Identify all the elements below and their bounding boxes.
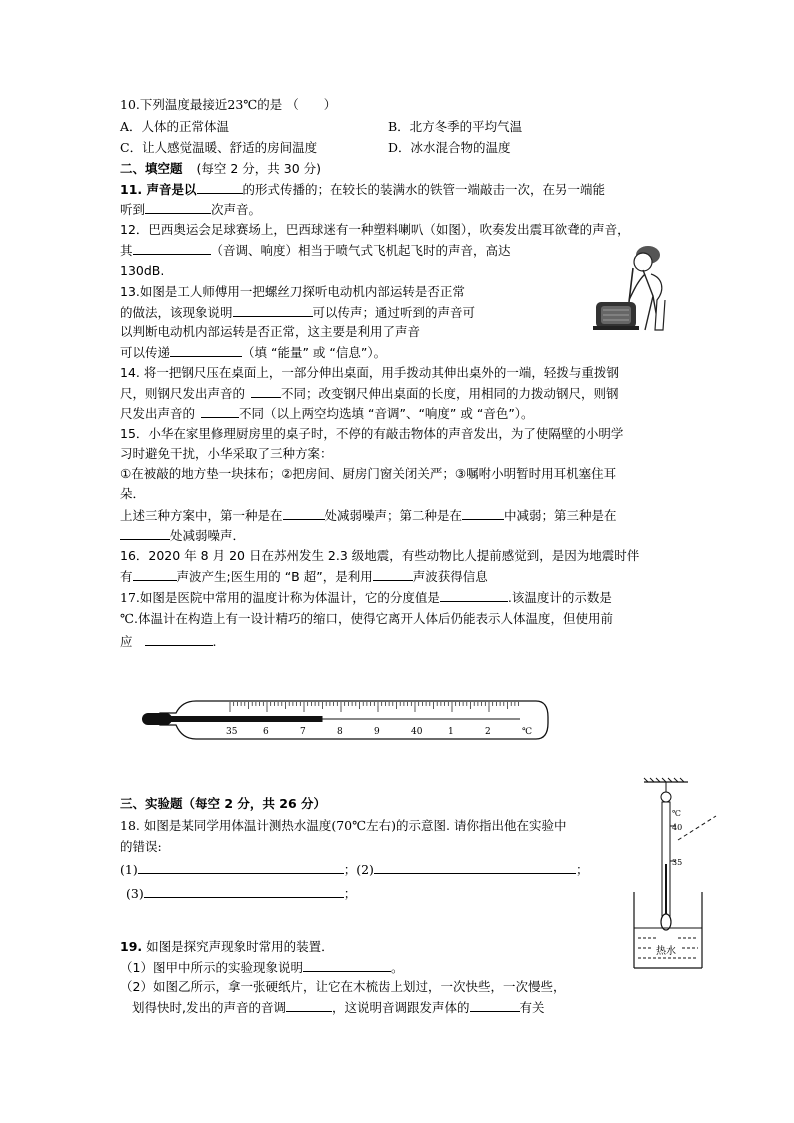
q12-line3: 130dB.: [120, 263, 165, 278]
q18-line4: [126, 884, 356, 903]
q12-blank-1[interactable]: [133, 241, 211, 255]
q10-option-b: B．北方冬季的平均气温: [388, 119, 523, 134]
q16-blank-2[interactable]: [373, 567, 413, 581]
q11-text-b: 的形式传播的；在较长的装满水的铁管一端敲击一次，在另一端能: [242, 182, 606, 197]
q16-line1: 16．2020 年 8 月 20 日在苏州发生 2.3 级地震，有些动物比人提前感觉到，是因为地震时伴: [120, 548, 640, 563]
q11-line1: [120, 180, 605, 199]
q19-line1: [120, 938, 334, 956]
thermometer-tick-label: 9: [374, 727, 380, 737]
q10-option-a: A．人体的正常体温: [120, 119, 230, 134]
q14-line1: 14. 将一把钢尺压在桌面上，一部分伸出桌面，用手拨动其伸出桌外的一端，轻拨与重拨钢: [120, 365, 619, 380]
q14-text-b: 不同；改变钢尺伸出桌面的长度，用相同的力拨动钢尺，则钢: [281, 386, 619, 401]
q15-line5: [120, 506, 617, 525]
thermometer-tick-label: 35: [226, 727, 238, 737]
q18-label-3: (3): [126, 886, 144, 901]
q13-text-b: 可以传声；通过听到的声音可: [312, 305, 476, 320]
q19-blank-2[interactable]: [286, 998, 332, 1012]
clinical-thermometer-figure: [138, 697, 550, 743]
q16-text-a: 有: [120, 569, 133, 584]
q16-blank-1[interactable]: [133, 567, 177, 581]
section-2-heading: [120, 160, 321, 178]
fig18-tick-35: 35: [672, 858, 683, 867]
q11-blank-2[interactable]: [145, 200, 211, 214]
q11-blank-1[interactable]: [197, 180, 243, 194]
q17-blank-1[interactable]: [440, 588, 508, 602]
q18-blank-2[interactable]: [374, 860, 576, 874]
thermometer-tick-label: 2: [485, 727, 491, 737]
thermometer-tick-label: 40: [411, 727, 423, 737]
q19-line3: （2）如图乙所示，拿一张硬纸片，让它在木梳齿上划过，一次快些，一次慢些，: [120, 979, 566, 994]
q17-line2: ℃.体温计在构造上有一设计精巧的缩口，使得它离开人体后仍能表示人体温度，但使用前: [120, 611, 613, 626]
q19-text-a: （1）图甲中所示的实验现象说明: [120, 960, 303, 975]
q15-blank-3[interactable]: [120, 526, 170, 540]
q13-line2: [120, 303, 475, 322]
thermometer-mercury-column: [198, 716, 323, 722]
section-2-title: 二、填空题: [120, 161, 183, 176]
q19-line4: [132, 998, 545, 1017]
q19-text-c: 划得快时,发出的声音的音调: [132, 1000, 286, 1015]
q15-line3: ①在被敲的地方垫一块抹布；②把房间、厨房门窗关闭关严；③嘱咐小明暂时用耳机塞住耳: [120, 466, 617, 481]
q15-blank-1[interactable]: [283, 506, 325, 520]
q18-sep-2: ；: [575, 862, 589, 877]
q15-text-a: 上述三种方案中，第一种是在: [120, 508, 283, 523]
q19-text-b: 。: [390, 960, 404, 975]
q18-label-1: (1): [120, 862, 138, 877]
q13-line3: 以判断电动机内部运转是否正常，这主要是利用了声音: [120, 324, 421, 339]
q18-label-2: ；(2): [343, 862, 374, 877]
section-2-note: (每空 2 分，共 30 分): [196, 161, 322, 176]
q17-text-d: .: [212, 634, 217, 649]
fig18-hot-water-label: 热水: [656, 946, 676, 957]
q17-text-a: 17.如图是医院中常用的温度计称为体温计，它的分度值是: [120, 590, 440, 605]
q12-line1: 12．巴西奥运会足球赛场上，巴西球迷有一种塑料喇叭（如图），吹奏发出震耳欲聋的声音，: [120, 222, 630, 237]
fig18-unit-label: ℃: [672, 809, 681, 818]
q11-text-d: 次声音。: [211, 202, 262, 217]
q11-line2: [120, 200, 261, 219]
q14-text-a: 尺，则钢尺发出声音的: [120, 386, 246, 401]
q13-text-c: 可以传递: [120, 345, 171, 360]
thermometer-tick-label: 6: [263, 727, 269, 737]
fig18-tick-40: 40: [672, 823, 683, 832]
q13-blank-2[interactable]: [170, 343, 242, 357]
q10-stem: 10.下列温度最接近23℃的是 （ ）: [120, 97, 337, 112]
q13-line4: [120, 343, 386, 362]
q15-text-d: 处减弱噪声．: [170, 528, 246, 543]
q11-text-a: 11. 声音是以: [120, 182, 197, 197]
q19-line2: [120, 958, 403, 977]
q16-line2: [120, 567, 488, 586]
q18-blank-3[interactable]: [144, 884, 344, 898]
q15-line1: 15．小华在家里修理厨房里的桌子时，不停的有敲击物体的声音发出，为了使隔壁的小明学: [120, 426, 624, 441]
q15-text-b: 处减弱噪声；第二种是在: [324, 508, 463, 523]
worker-listening-motor-illustration: [593, 238, 683, 338]
q17-text-c: 应: [120, 634, 133, 649]
q17-line3: [120, 632, 217, 651]
q17-blank-2[interactable]: [145, 632, 213, 646]
q19-text-d: ，这说明音调跟发声体的: [331, 1000, 470, 1015]
q19-text-e: 有关: [519, 1000, 545, 1015]
q15-blank-2[interactable]: [462, 506, 504, 520]
q18-blank-1[interactable]: [138, 860, 344, 874]
q13-text-d: （填 “能量” 或 “信息”）。: [242, 345, 387, 360]
q10-option-d: D．冰水混合物的温度: [388, 140, 511, 155]
q19-blank-1[interactable]: [303, 958, 391, 972]
q15-line2: 习时避免干扰，小华采取了三种方案：: [120, 446, 333, 461]
q16-text-c: 声波获得信息: [412, 569, 488, 584]
q19-blank-3[interactable]: [470, 998, 520, 1012]
thermometer-tick-label: 7: [300, 727, 306, 737]
q18-line1: 18. 如图是某同学用体温计测热水温度(70℃左右)的示意图. 请你指出他在实验中: [120, 818, 567, 833]
q18-line3: [120, 860, 588, 879]
q15-line4: 朵．: [120, 486, 146, 501]
q14-blank-1[interactable]: [251, 384, 281, 398]
q14-blank-2[interactable]: [201, 404, 239, 418]
q14-line3: [120, 404, 534, 423]
q15-line6: [120, 526, 245, 545]
q16-text-b: 声波产生;医生用的 “B 超”，是利用: [176, 569, 373, 584]
q19-stem: 如图是探究声现象时常用的装置．: [146, 939, 334, 954]
q12-line2: [120, 241, 511, 260]
q19-number: 19.: [120, 939, 143, 954]
q14-text-d: 不同（以上两空均选填 “音调”、“响度” 或 “音色”）。: [239, 406, 534, 421]
thermometer-tick-label: 8: [337, 727, 343, 737]
q12-text-b: （音调、响度）相当于喷气式飞机起飞时的声音，高达: [210, 243, 511, 258]
section-3-title: 三、实验题（每空 2 分，共 26 分）: [120, 796, 327, 811]
q17-text-b: .该温度计的示数是: [507, 590, 612, 605]
q18-line2: 的错误:: [120, 839, 162, 854]
q17-line1: [120, 588, 612, 607]
q15-text-c: 中减弱；第三种是在: [504, 508, 617, 523]
q13-text-a: 的做法，该现象说明: [120, 305, 233, 320]
thermometer-tick-label: 1: [448, 727, 454, 737]
q13-blank-1[interactable]: [233, 303, 313, 317]
thermometer-in-hot-water-figure: [626, 776, 718, 972]
q13-line1: 13.如图是工人师傅用一把螺丝刀探听电动机内部运转是否正常: [120, 284, 465, 299]
q18-sep-3: ；: [343, 886, 357, 901]
q12-text-a: 其: [120, 243, 133, 258]
q14-text-c: 尺发出声音的: [120, 406, 196, 421]
q10-option-c: C．让人感觉温暖、舒适的房间温度: [120, 140, 318, 155]
q11-text-c: 听到: [120, 202, 146, 217]
thermometer-unit-label: ℃: [522, 727, 533, 737]
q14-line2: [120, 384, 619, 403]
